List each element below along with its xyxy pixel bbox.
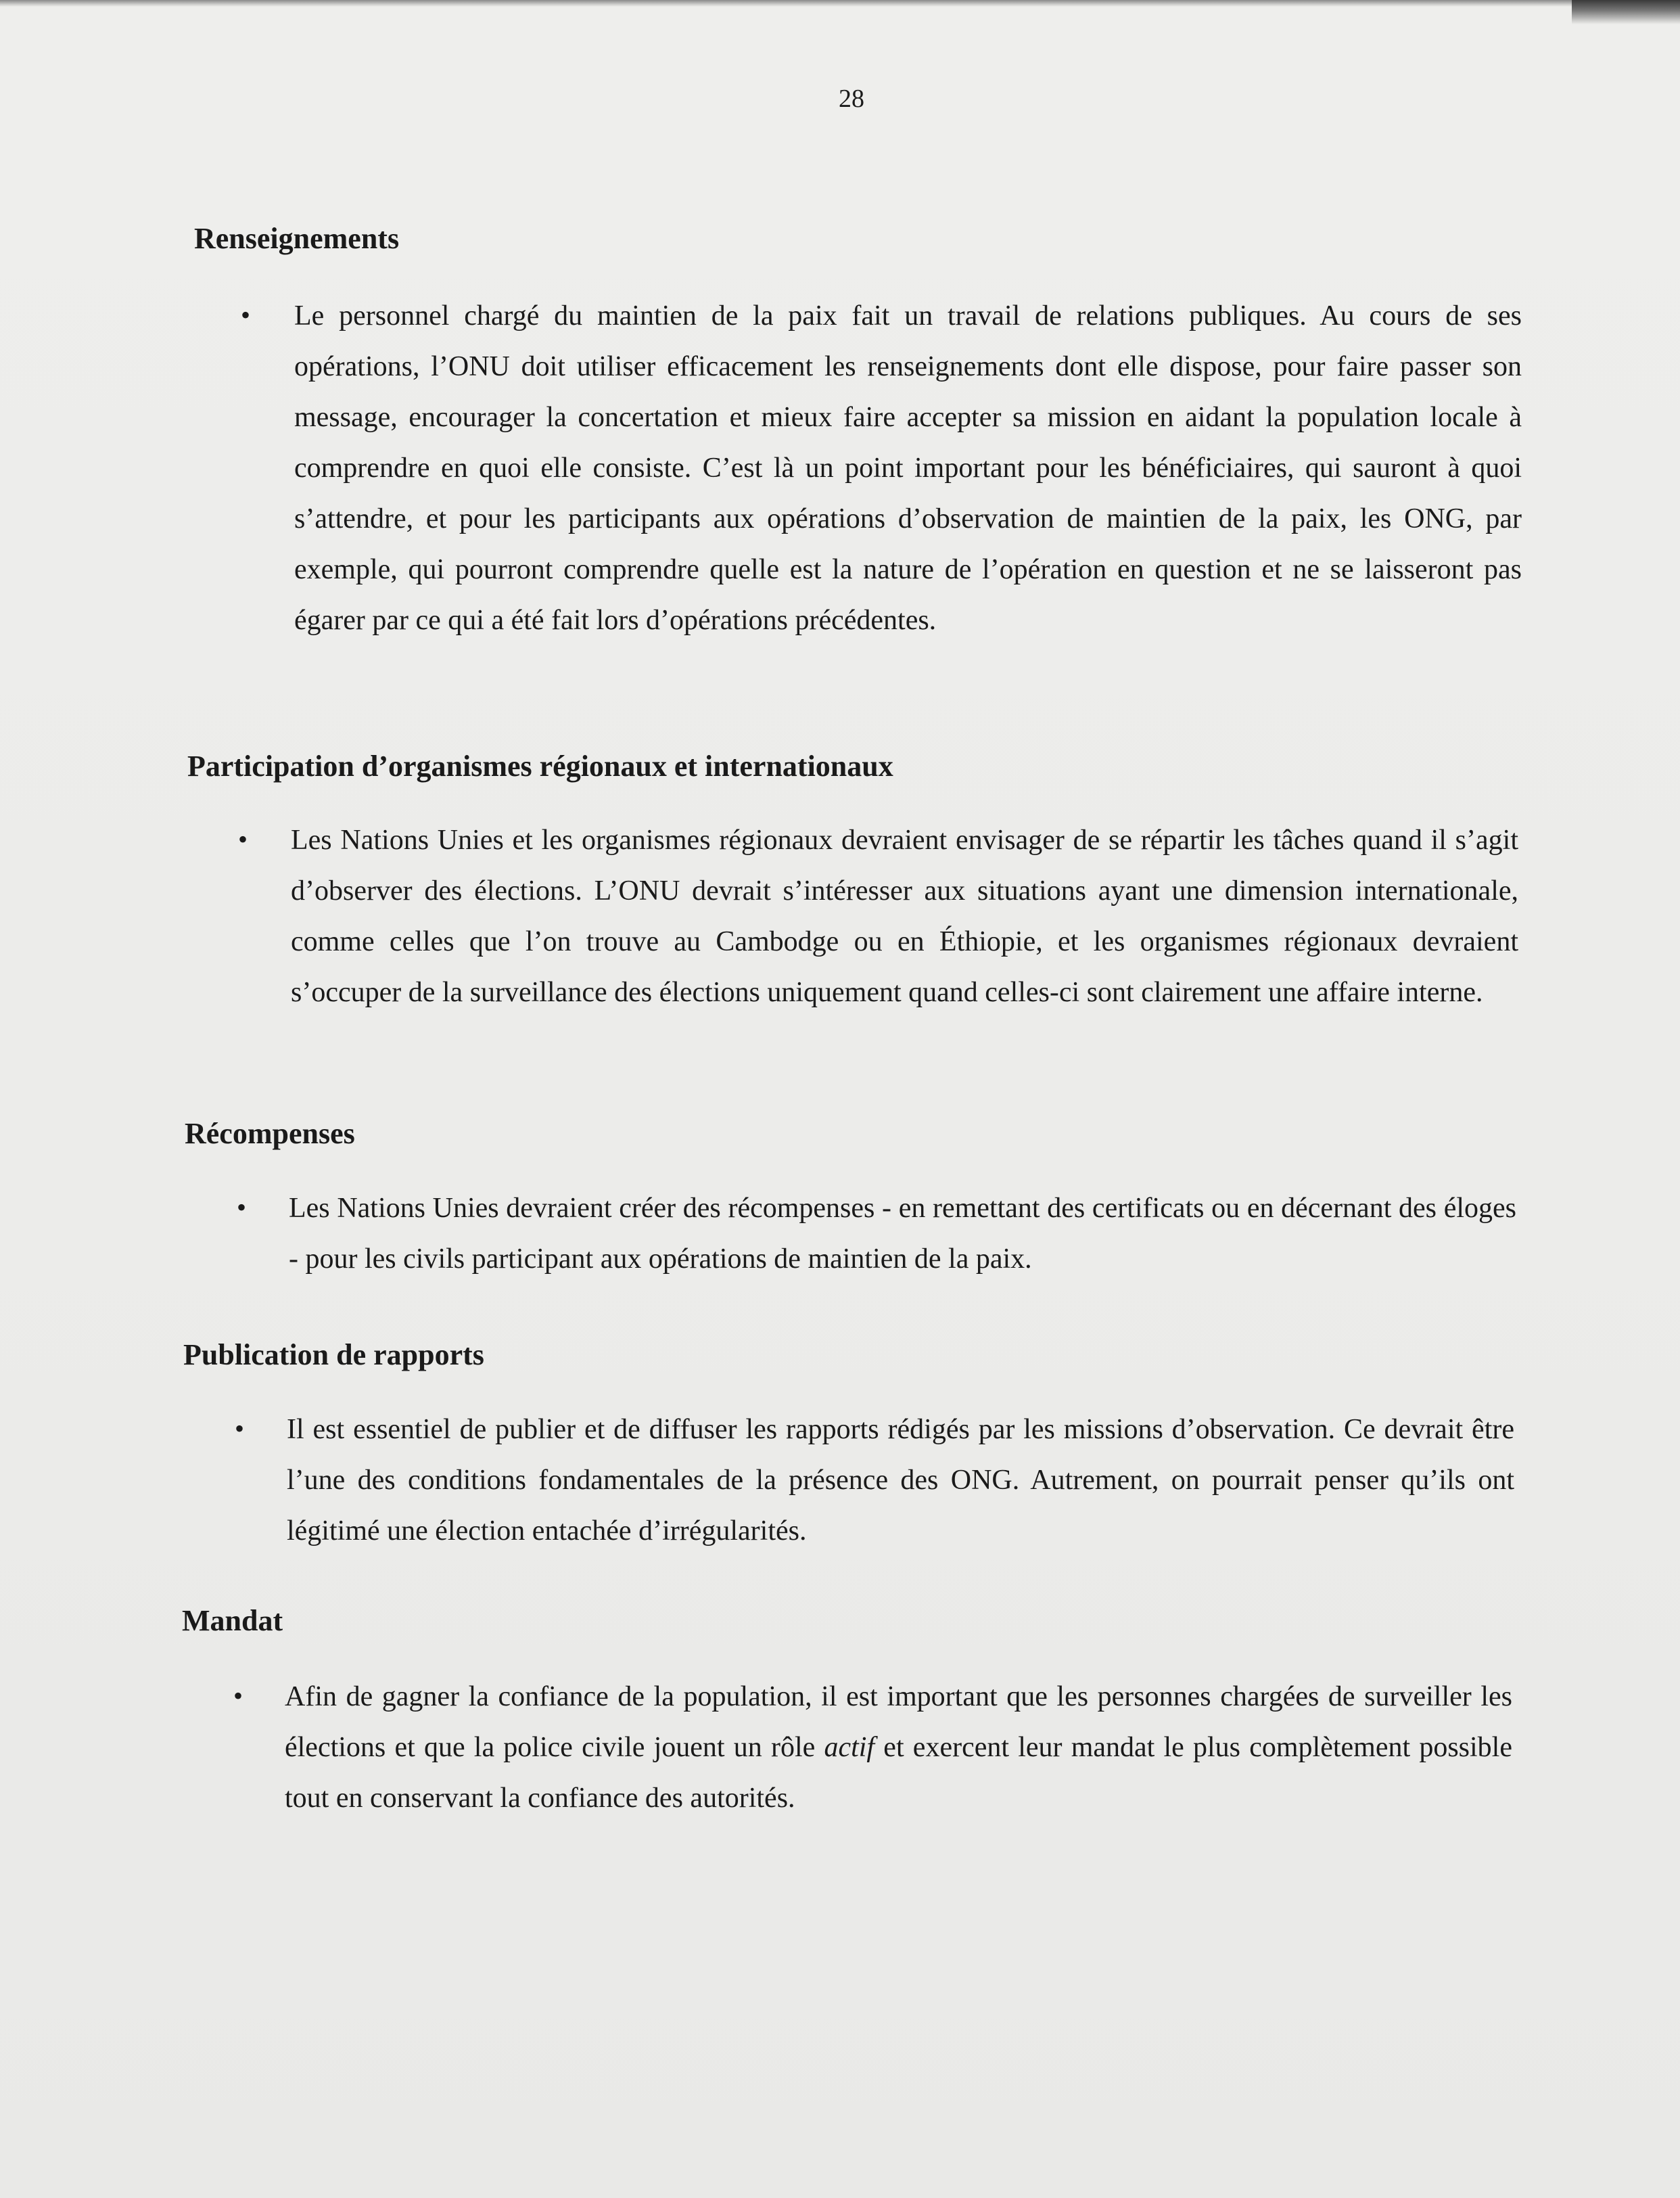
paragraph-mandat-text-after: et exercent leur mandat le plus complètement possible tout en conservant la confiance des autorités. <box>285 1732 1512 1814</box>
bullet-point: • <box>238 824 248 854</box>
paragraph-renseignements: Le personnel chargé du maintien de la paix fait un travail de relations publiques. Au cours de ses opérations, l’ONU doit utiliser efficacement les renseignements dont elle dispose, pour faire passer son message, encourager la concertation et mieux faire accepter sa mission en aidant la population locale à comprendre en quoi elle consiste. C’est là un point important pour les bénéficiaires, qui sauront à quoi s’attendre, et pour les participants aux opérations d’observation de maintien de la paix, les ONG, par exemple, qui pourront comprendre quelle est la nature de l’opération en question et ne se laisseront pas égarer par ce qui a été fait lors d’opérations précédentes. <box>294 300 1522 636</box>
paragraph-publication: Il est essentiel de publier et de diffuser les rapports rédigés par les missions d’observation. Ce devrait être l’une des conditions fondamentales de la présence des ONG. Autrement, on pourrait penser qu’ils ont légitimé une élection entachée d’irrégularités. <box>287 1414 1514 1547</box>
page-corner-shadow <box>1572 0 1680 24</box>
paragraph-mandat <box>285 1672 1512 1824</box>
bullet-point: • <box>241 300 251 330</box>
page-top-edge <box>0 0 1680 7</box>
page-number: 28 <box>839 85 864 113</box>
heading-mandat: Mandat <box>182 1604 283 1637</box>
heading-renseignements: Renseignements <box>194 222 400 255</box>
paragraph-participation: Les Nations Unies et les organismes régionaux devraient envisager de se répartir les tâches quand il s’agit d’observer des élections. L’ONU devrait s’intéresser aux situations ayant une dimension internationale, comme celles que l’on trouve au Cambodge ou en Éthiopie, et les organismes régionaux devraient s’occuper de la surveillance des élections uniquement quand celles-ci sont clairement une affaire interne. <box>291 825 1518 1008</box>
paragraph-mandat-emphasis: actif <box>824 1732 875 1763</box>
paragraph-mandat-text-before: Afin de gagner la confiance de la population, il est important que les personnes chargées de surveiller les élections et que la police civile jouent un rôle <box>285 1681 1512 1763</box>
bullet-point: • <box>237 1192 247 1222</box>
heading-publication: Publication de rapports <box>183 1338 484 1371</box>
paragraph-recompenses: Les Nations Unies devraient créer des récompenses - en remettant des certificats ou en décernant des éloges - pour les civils participant aux opérations de maintien de la paix. <box>289 1193 1516 1275</box>
bullet-point: • <box>233 1680 243 1711</box>
heading-participation: Participation d’organismes régionaux et internationaux <box>187 750 893 783</box>
bullet-point: • <box>235 1413 245 1444</box>
heading-recompenses: Récompenses <box>185 1117 355 1150</box>
